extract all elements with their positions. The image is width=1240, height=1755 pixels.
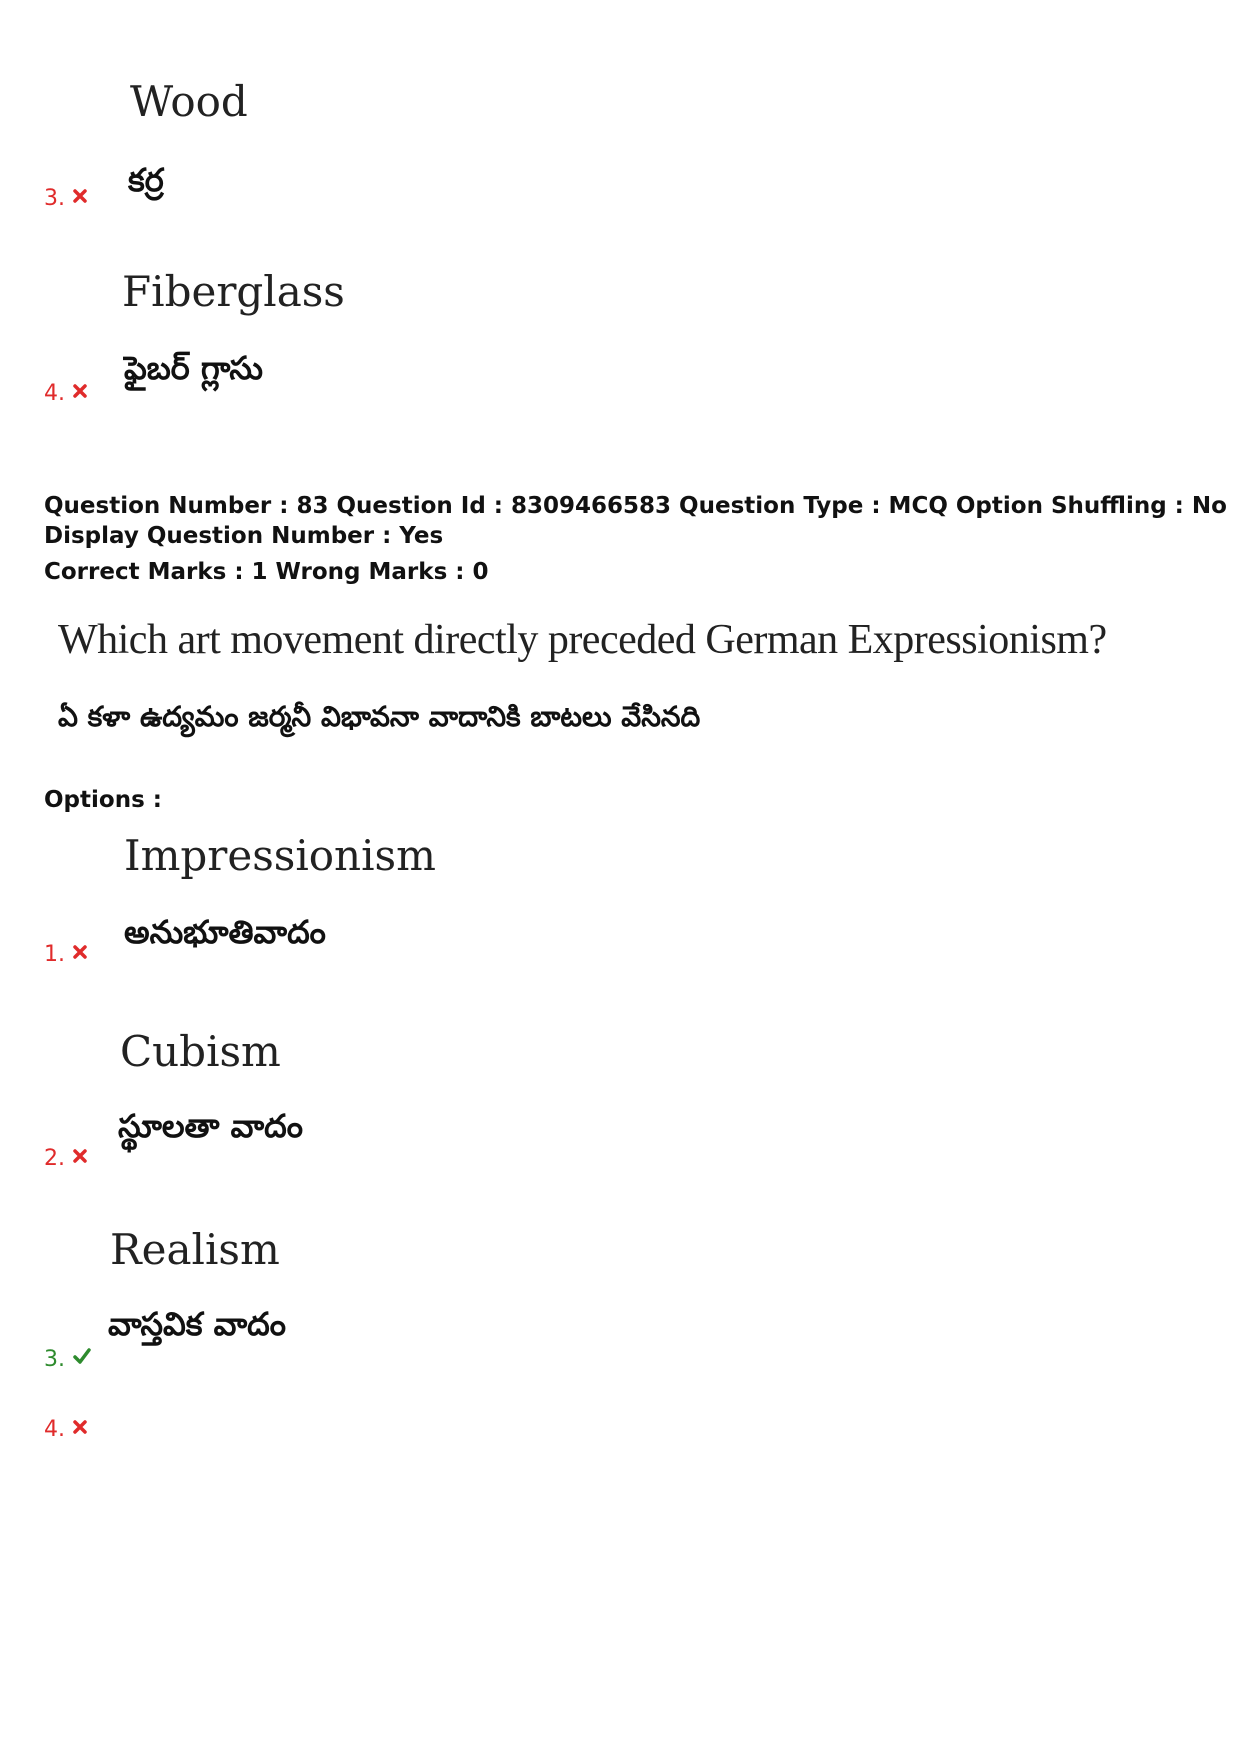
option-4-number: 4.	[44, 1417, 87, 1443]
options-label: Options :	[44, 787, 162, 813]
cross-icon	[73, 1149, 87, 1163]
cross-icon	[73, 384, 87, 398]
option-2-english: Cubism	[120, 1027, 281, 1076]
question-marks: Correct Marks : 1 Wrong Marks : 0	[44, 559, 489, 585]
check-icon	[73, 1348, 91, 1364]
option-3-telugu: వాస్తవిక వాదం	[108, 1305, 286, 1343]
question-text-english: Which art movement directly preceded German Expressionism?	[58, 617, 1107, 663]
option-1-english: Impressionism	[124, 831, 436, 880]
prev-option-3-number: 3.	[44, 186, 87, 212]
question-meta-line1: Question Number : 83 Question Id : 8309466583 Question Type : MCQ Option Shuffling : No	[44, 493, 1227, 519]
option-2-telugu: స్థూలతా వాదం	[118, 1107, 303, 1145]
prev-option-4-number: 4.	[44, 381, 87, 407]
option-1-telugu: అనుభూతివాదం	[124, 913, 326, 951]
question-text-telugu: ఏ కళా ఉద్యమం జర్మనీ విభావనా వాదానికి బాటలు వేసినది	[58, 700, 701, 733]
cross-icon	[73, 945, 87, 959]
option-1-number: 1.	[44, 942, 87, 968]
prev-option-4-english: Fiberglass	[122, 267, 345, 316]
prev-option-3-english: Wood	[130, 77, 248, 126]
question-meta-line2: Display Question Number : Yes	[44, 523, 444, 549]
option-2-number: 2.	[44, 1146, 87, 1172]
prev-option-3-telugu: కర్ర	[128, 161, 164, 199]
cross-icon	[73, 1420, 87, 1434]
prev-option-4-telugu: ఫైబర్ గ్లాసు	[124, 349, 263, 387]
cross-icon	[73, 189, 87, 203]
option-3-number: 3.	[44, 1347, 91, 1373]
option-3-english: Realism	[110, 1225, 280, 1274]
